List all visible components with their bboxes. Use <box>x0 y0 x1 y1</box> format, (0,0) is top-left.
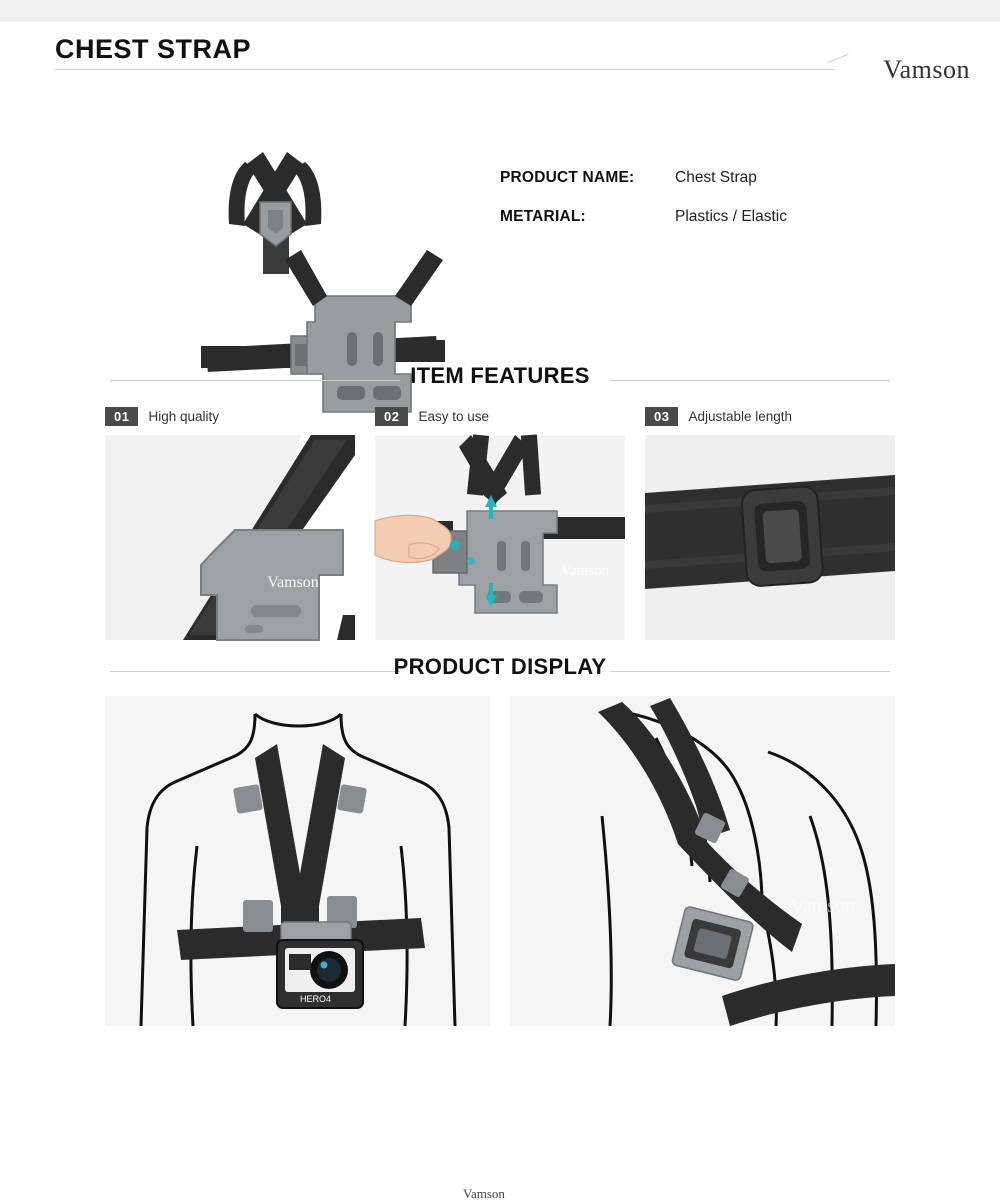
brand-logo: Vamson <box>883 55 970 84</box>
feature-caption <box>645 405 895 427</box>
spec-row <box>500 208 787 226</box>
heading-rule-right <box>610 671 890 672</box>
feature-number-badge: 01 <box>105 407 138 426</box>
svg-text:Vamson: Vamson <box>560 563 610 579</box>
spec-value: Plastics / Elastic <box>675 208 787 225</box>
product-display-heading <box>0 654 1000 688</box>
watermark-text: Vamson <box>790 895 855 917</box>
feature-caption <box>105 405 355 427</box>
page-header <box>0 22 1000 74</box>
feature-image-adjustable-length <box>645 435 895 640</box>
camera-model-label: HERO4 <box>300 994 332 1004</box>
page-title: CHEST STRAP <box>55 34 252 64</box>
feature-image-easy-to-use <box>375 435 625 640</box>
top-bar <box>0 0 1000 22</box>
spec-label: PRODUCT NAME: <box>500 169 635 186</box>
hero-section <box>0 74 1000 359</box>
section-title: ITEM FEATURES <box>410 363 590 388</box>
features-row <box>0 405 1000 640</box>
feature-caption <box>375 405 625 427</box>
header-divider <box>55 69 835 70</box>
spec-table <box>500 169 787 247</box>
spec-value: Chest Strap <box>675 169 757 186</box>
shirt-logo-text: Vamson <box>463 1186 505 1201</box>
feature-number-badge: 03 <box>645 407 678 426</box>
header-divider-diagonal <box>828 54 849 63</box>
feature-item <box>105 405 355 640</box>
display-image-side <box>510 696 895 1026</box>
display-image-front <box>105 696 505 1201</box>
feature-item <box>375 405 625 640</box>
hero-product-image <box>95 74 455 359</box>
item-features-heading <box>0 363 1000 397</box>
svg-text:Vamson: Vamson <box>267 574 319 591</box>
spec-label: METARIAL: <box>500 208 586 225</box>
section-title: PRODUCT DISPLAY <box>393 654 607 679</box>
heading-rule-right <box>610 380 890 381</box>
feature-image-high-quality <box>105 435 355 640</box>
feature-label: High quality <box>148 408 220 424</box>
feature-label: Easy to use <box>418 408 490 424</box>
product-display-row <box>0 696 1000 1201</box>
spec-row <box>500 169 787 187</box>
feature-label: Adjustable length <box>688 408 793 424</box>
feature-number-badge: 02 <box>375 407 408 426</box>
feature-item <box>645 405 895 640</box>
